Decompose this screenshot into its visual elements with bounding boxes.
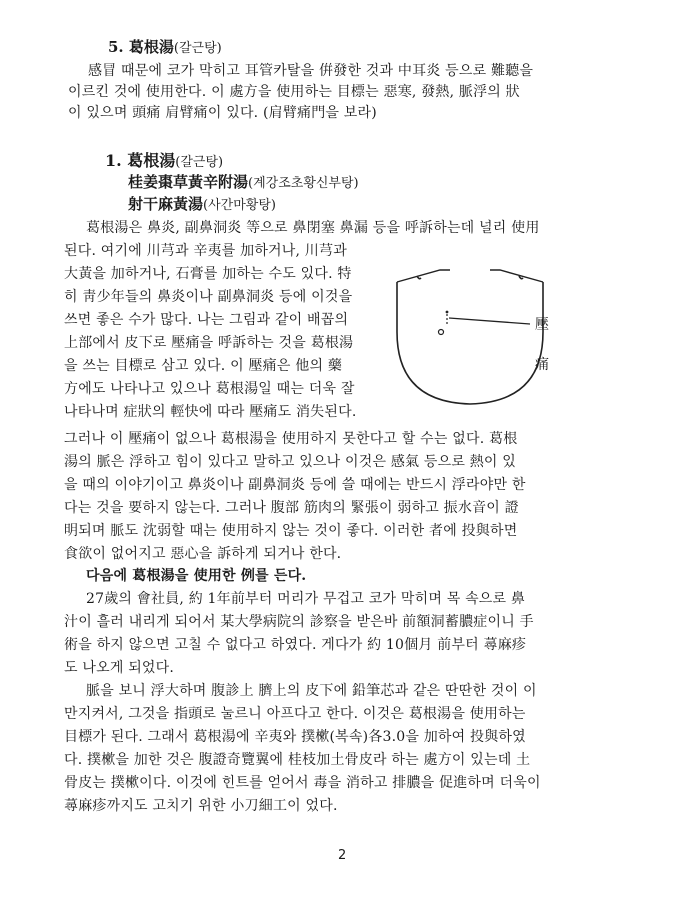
section-5-line: 이르킨 것에 使用한다. 이 處方을 使用하는 目標는 惡寒, 發熱, 脈浮의 狀 xyxy=(68,84,520,100)
tenderness-label: 壓 痛 xyxy=(535,317,549,373)
section-1-heading xyxy=(105,148,223,171)
paragraph-1-line: 葛根湯은 鼻炎, 副鼻洞炎 等으로 鼻閉塞 鼻漏 등을 呼訴하는데 널리 使用 xyxy=(86,220,540,236)
paragraph-4-line: 만지켜서, 그것을 指頭로 눌르니 아프다고 한다. 이것은 葛根湯을 使用하는 xyxy=(64,706,526,722)
paragraph-4-line: 骨皮는 撲樕이다. 이것에 힌트를 얻어서 毒을 消하고 排膿을 促進하며 더욱이 xyxy=(64,775,541,791)
paragraph-2-line: 다는 것을 要하지 않는다. 그러나 腹部 筋肉의 緊張이 弱하고 振水音이 證 xyxy=(64,500,519,516)
section-5-reading: (갈근탕) xyxy=(173,41,222,56)
section-5-heading xyxy=(108,36,222,57)
example-heading: 다음에 葛根湯을 使用한 例를 든다. xyxy=(86,568,307,584)
section-5-line: 이 있으며 頭痛 肩臂痛이 있다. (肩臂痛門을 보라) xyxy=(68,105,377,121)
pointer-line xyxy=(449,318,530,324)
paragraph-2-line: 을 때의 이야기이고 鼻炎이나 副鼻洞炎 등에 쓸 때에는 반드시 浮라야만 한 xyxy=(64,477,526,493)
paragraph-2-line: 食欲이 없어지고 惡心을 訴하게 되거나 한다. xyxy=(64,546,342,562)
paragraph-4-line: 脈을 보니 浮大하며 腹診上 臍上의 皮下에 鉛筆芯과 같은 딴딴한 것이 이 xyxy=(86,683,537,699)
related-prescription-2-title: 射干麻黃湯 xyxy=(128,195,204,213)
section-5-title: 葛根湯 xyxy=(128,38,174,56)
abdomen-diagram xyxy=(385,262,555,412)
paragraph-1-line: 方에도 나타나고 있으나 葛根湯일 때는 더욱 잘 xyxy=(64,381,355,397)
paragraph-2-line: 明되며 脈도 沈弱할 때는 使用하지 않는 것이 좋다. 이러한 者에 投與하면 xyxy=(64,523,518,539)
section-1-reading: (갈근탕) xyxy=(175,155,224,170)
paragraph-1-line: 된다. 여기에 川芎과 辛夷를 加하거나, 川芎과 xyxy=(64,243,347,259)
paragraph-1-line: 히 靑少年들의 鼻炎이나 副鼻洞炎 등에 이것을 xyxy=(64,289,353,305)
section-1-title: 葛根湯 xyxy=(127,151,176,170)
related-prescription-1-reading: (계강조초황신부탕) xyxy=(248,176,359,191)
paragraph-1-line: 을 쓰는 目標로 삼고 있다. 이 壓痛은 他의 藥 xyxy=(64,358,343,374)
section-5-number: 5. xyxy=(108,38,124,56)
paragraph-1-line: 大黃을 加하거나, 石膏를 加하는 수도 있다. 特 xyxy=(64,266,352,282)
paragraph-3-line: 도 나오게 되었다. xyxy=(64,660,175,676)
tenderness-point xyxy=(446,311,449,314)
related-prescription-1 xyxy=(128,171,359,192)
paragraph-4-line: 蕁麻疹까지도 고치기 위한 小刀細工이 었다. xyxy=(64,798,338,814)
paragraph-1-line: 쓰면 좋은 수가 많다. 나는 그림과 같이 배꼽의 xyxy=(64,312,349,328)
paragraph-2-line: 그러나 이 壓痛이 없으나 葛根湯을 使用하지 못한다고 할 수는 없다. 葛根 xyxy=(64,431,518,447)
related-prescription-2 xyxy=(128,193,276,214)
paragraph-3-line: 27歲의 會社員, 約 1年前부터 머리가 무겁고 코가 막히며 목 속으로 鼻 xyxy=(86,591,526,607)
related-prescription-1-title: 桂姜棗草黃辛附湯 xyxy=(128,173,249,191)
section-1-number: 1. xyxy=(105,151,122,170)
paragraph-1-line: 나타나며 症狀의 輕快에 따라 壓痛도 消失된다. xyxy=(64,404,357,420)
paragraph-4-line: 다. 撲樕을 加한 것은 腹證奇覽翼에 桂枝加土骨皮라 하는 處方이 있는데 土 xyxy=(64,752,531,768)
page-number: 2 xyxy=(338,848,347,863)
section-5-line: 感冒 때문에 코가 막히고 耳管카탈을 倂發한 것과 中耳炎 등으로 難聽을 xyxy=(88,63,534,79)
paragraph-3-line: 術을 하지 않으면 고칠 수 없다고 하였다. 게다가 約 10個月 前부터 蕁麻疹 xyxy=(64,637,527,653)
navel xyxy=(439,330,444,335)
related-prescription-2-reading: (사간마황탕) xyxy=(203,198,276,213)
paragraph-4-line: 目標가 된다. 그래서 葛根湯에 辛夷와 撲樕(복속)各3.0을 加하여 投與하였 xyxy=(64,729,526,745)
paragraph-2-line: 湯의 脈은 浮하고 힘이 있다고 말하고 있으나 이것은 感氣 등으로 熱이 있 xyxy=(64,454,517,470)
paragraph-3-line: 汁이 흘러 내리게 되어서 某大學病院의 診察을 받은바 前額洞蓄膿症이니 手 xyxy=(64,614,534,630)
paragraph-1-line: 上部에서 皮下로 壓痛을 呼訴하는 것을 葛根湯 xyxy=(64,335,354,351)
